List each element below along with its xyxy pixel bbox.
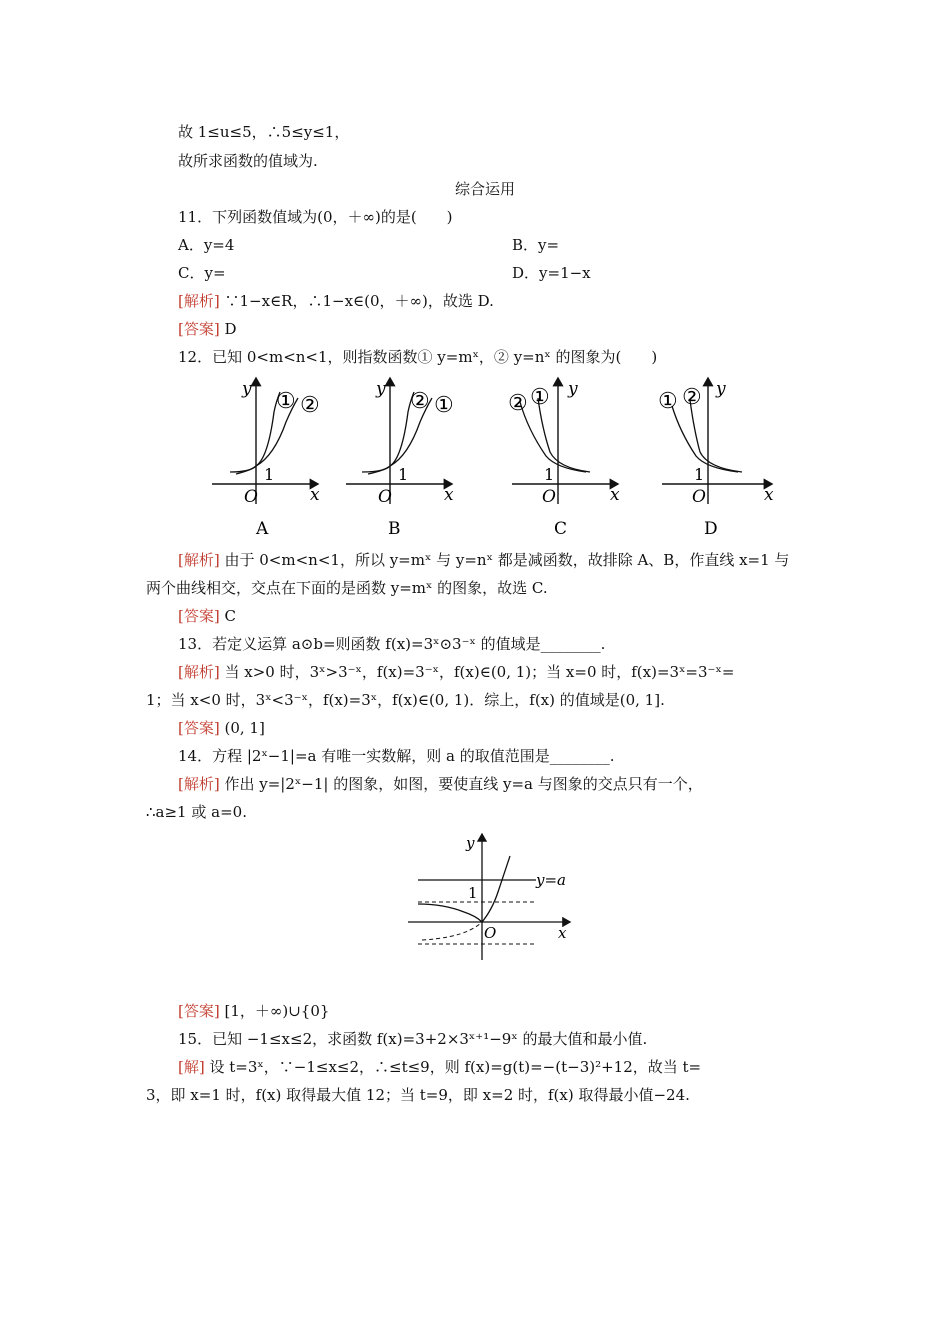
- panel-caption: B: [388, 519, 401, 539]
- answer-12: [178, 605, 236, 627]
- analysis-12-line1: [178, 549, 789, 571]
- x-axis-label: x: [310, 485, 320, 505]
- origin-label: O: [692, 487, 706, 507]
- q12-graphs: [206, 372, 786, 544]
- analysis-13-line2: 1；当 x<0 时，3ˣ<3⁻ˣ，f(x)=3ˣ，f(x)∈(0, 1)．综上，f(x) 的值域是(0, 1].: [146, 691, 665, 709]
- analysis-13-line1: [178, 661, 734, 683]
- panel-caption: A: [256, 519, 269, 539]
- answer-tag: [答案]: [178, 719, 220, 737]
- option-c: C．y=: [178, 264, 226, 282]
- analysis-tag: [解析]: [178, 663, 220, 681]
- y-axis-label: y: [716, 379, 726, 399]
- analysis-11: [178, 290, 494, 312]
- answer-text: D: [224, 320, 237, 338]
- answer-text: C: [224, 607, 236, 625]
- curve-label: ①: [530, 385, 550, 410]
- text-line: 故 1≤u≤5，∴5≤y≤1，: [178, 123, 350, 141]
- analysis-14-line2: ∴a≥1 或 a=0.: [146, 803, 247, 821]
- curve-label: ①: [658, 389, 678, 414]
- analysis-text: 当 x>0 时，3ˣ>3⁻ˣ，f(x)=3⁻ˣ，f(x)∈(0, 1)；当 x=0 时，f(x)=3ˣ=3⁻ˣ=: [224, 663, 735, 681]
- question-15: 15．已知 −1≤x≤2，求函数 f(x)=3+2×3ˣ⁺¹−9ˣ 的最大值和最小值.: [178, 1030, 648, 1048]
- analysis-15-line1: [178, 1056, 701, 1078]
- q14-graph: [404, 828, 584, 968]
- origin-label: O: [484, 924, 497, 942]
- one-label: 1: [468, 884, 478, 902]
- y-axis-label: y: [242, 379, 252, 399]
- analysis-text: 设 t=3ˣ，∵−1≤x≤2，∴≤t≤9，则 f(x)=g(t)=−(t−3)²+12，故当 t=: [209, 1058, 702, 1076]
- y-axis-label: y: [568, 379, 578, 399]
- graph-panel-c: [508, 378, 620, 507]
- answer-text: (0, 1]: [224, 719, 265, 737]
- option-a: A．y=4: [178, 236, 235, 254]
- origin-label: O: [542, 487, 556, 507]
- one-label: 1: [398, 465, 409, 484]
- origin-label: O: [378, 487, 392, 507]
- x-axis-label: x: [610, 485, 620, 505]
- answer-14: [178, 1000, 329, 1022]
- question-12: 12．已知 0<m<n<1，则指数函数① y=mˣ，② y=nˣ 的图象为( ): [178, 348, 658, 366]
- curve-label: ①: [434, 393, 454, 418]
- curve-label: ②: [508, 391, 528, 416]
- question-13: 13．若定义运算 a⊙b=则函数 f(x)=3ˣ⊙3⁻ˣ 的值域是________.: [178, 635, 606, 653]
- analysis-tag: [解析]: [178, 775, 220, 793]
- curve-label: ②: [682, 385, 702, 410]
- curve-label: ②: [410, 389, 430, 414]
- one-label: 1: [544, 465, 555, 484]
- x-axis-label: x: [764, 485, 774, 505]
- section-heading: 综合运用: [455, 180, 516, 198]
- analysis-15-line2: 3，即 x=1 时，f(x) 取得最大值 12；当 t=9，即 x=2 时，f(x) 取得最小值−24.: [146, 1086, 690, 1104]
- graph-panel-a: [212, 378, 320, 507]
- curve-label: ①: [276, 389, 296, 414]
- text-line: 故所求函数的值域为.: [178, 152, 318, 170]
- question-14: 14．方程 |2ˣ−1|=a 有唯一实数解，则 a 的取值范围是________.: [178, 747, 615, 765]
- analysis-tag: [解]: [178, 1058, 205, 1076]
- x-axis-label: x: [444, 485, 454, 505]
- origin-label: O: [244, 487, 258, 507]
- answer-tag: [答案]: [178, 1002, 220, 1020]
- answer-11: [178, 318, 237, 340]
- answer-tag: [答案]: [178, 607, 220, 625]
- graph-panel-d: [658, 378, 774, 507]
- question-11: 11．下列函数值域为(0，＋∞)的是( ): [178, 208, 453, 226]
- answer-13: [178, 717, 265, 739]
- analysis-text: 作出 y=|2ˣ−1| 的图象，如图，要使直线 y=a 与图象的交点只有一个，: [224, 775, 703, 793]
- q12-figure: [206, 372, 786, 544]
- one-label: 1: [694, 465, 705, 484]
- answer-text: [1，＋∞)∪{0}: [224, 1002, 330, 1020]
- one-label: 1: [264, 465, 275, 484]
- graph-panel-b: [346, 378, 454, 507]
- analysis-text: ∵1−x∈R，∴1−x∈(0，＋∞)，故选 D.: [224, 292, 494, 310]
- curve-label: ②: [300, 393, 320, 418]
- analysis-12-line2: 两个曲线相交，交点在下面的是函数 y=mˣ 的图象，故选 C.: [146, 579, 548, 597]
- answer-tag: [答案]: [178, 320, 220, 338]
- analysis-14-line1: [178, 773, 703, 795]
- analysis-tag: [解析]: [178, 292, 220, 310]
- panel-caption: C: [554, 519, 568, 539]
- panel-caption: D: [704, 519, 718, 539]
- analysis-text: 由于 0<m<n<1，所以 y=mˣ 与 y=nˣ 都是减函数，故排除 A、B，作直线 x=1 与: [224, 551, 790, 569]
- y-axis-label: y: [376, 379, 386, 399]
- option-b: B．y=: [512, 236, 560, 254]
- option-d: D．y=1−x: [512, 264, 591, 282]
- analysis-tag: [解析]: [178, 551, 220, 569]
- x-axis-label: x: [558, 924, 567, 942]
- q14-figure: [404, 828, 584, 968]
- line-label: y=a: [536, 871, 566, 889]
- y-axis-label: y: [466, 834, 475, 852]
